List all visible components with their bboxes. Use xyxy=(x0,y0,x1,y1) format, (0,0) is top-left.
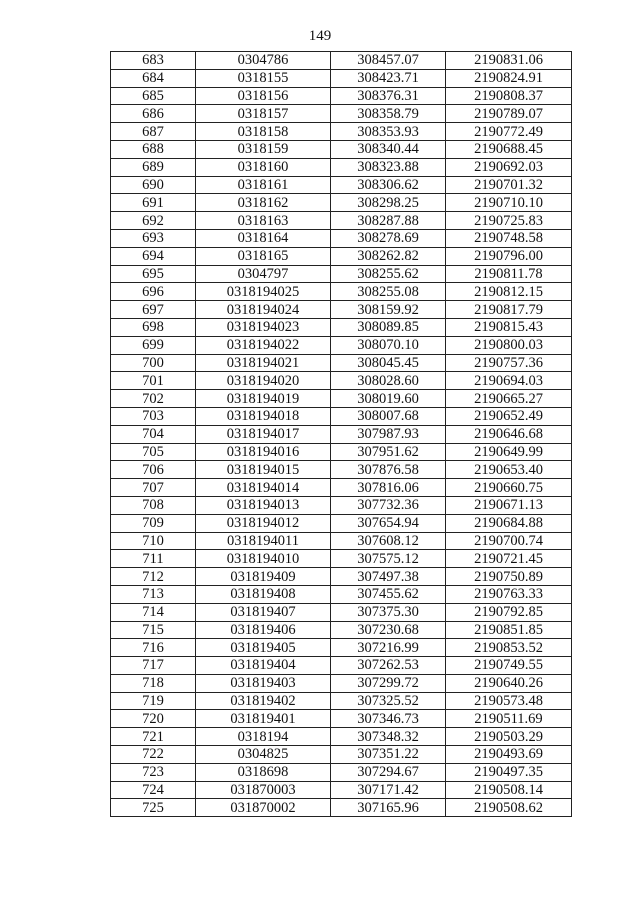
point-id-cell: 031819401 xyxy=(196,710,331,728)
x-coordinate-cell: 307455.62 xyxy=(331,585,446,603)
point-id-cell: 0318164 xyxy=(196,229,331,247)
row-index-cell: 686 xyxy=(111,105,196,123)
row-index-cell: 702 xyxy=(111,390,196,408)
point-id-cell: 0318159 xyxy=(196,140,331,158)
point-id-cell: 031819403 xyxy=(196,674,331,692)
point-id-cell: 0318158 xyxy=(196,123,331,141)
x-coordinate-cell: 308457.07 xyxy=(331,52,446,70)
point-id-cell: 0304825 xyxy=(196,746,331,764)
row-index-cell: 687 xyxy=(111,123,196,141)
x-coordinate-cell: 308007.68 xyxy=(331,407,446,425)
x-coordinate-cell: 308358.79 xyxy=(331,105,446,123)
x-coordinate-cell: 307171.42 xyxy=(331,781,446,799)
row-index-cell: 698 xyxy=(111,318,196,336)
y-coordinate-cell: 2190701.32 xyxy=(446,176,572,194)
y-coordinate-cell: 2190511.69 xyxy=(446,710,572,728)
x-coordinate-cell: 307608.12 xyxy=(331,532,446,550)
row-index-cell: 713 xyxy=(111,585,196,603)
table-row xyxy=(111,283,572,301)
table-row xyxy=(111,710,572,728)
table-row xyxy=(111,692,572,710)
point-id-cell: 031819404 xyxy=(196,657,331,675)
row-index-cell: 701 xyxy=(111,372,196,390)
row-index-cell: 725 xyxy=(111,799,196,817)
point-id-cell: 031819408 xyxy=(196,585,331,603)
row-index-cell: 699 xyxy=(111,336,196,354)
x-coordinate-cell: 307294.67 xyxy=(331,763,446,781)
y-coordinate-cell: 2190789.07 xyxy=(446,105,572,123)
x-coordinate-cell: 308306.62 xyxy=(331,176,446,194)
row-index-cell: 707 xyxy=(111,479,196,497)
y-coordinate-cell: 2190493.69 xyxy=(446,746,572,764)
table-row xyxy=(111,407,572,425)
table-row xyxy=(111,301,572,319)
y-coordinate-cell: 2190792.85 xyxy=(446,603,572,621)
point-id-cell: 0318162 xyxy=(196,194,331,212)
table-row xyxy=(111,390,572,408)
y-coordinate-cell: 2190749.55 xyxy=(446,657,572,675)
point-id-cell: 031819406 xyxy=(196,621,331,639)
table-row xyxy=(111,69,572,87)
row-index-cell: 717 xyxy=(111,657,196,675)
point-id-cell: 0318194012 xyxy=(196,514,331,532)
y-coordinate-cell: 2190721.45 xyxy=(446,550,572,568)
row-index-cell: 723 xyxy=(111,763,196,781)
row-index-cell: 689 xyxy=(111,158,196,176)
row-index-cell: 692 xyxy=(111,212,196,230)
x-coordinate-cell: 307230.68 xyxy=(331,621,446,639)
point-id-cell: 0318194018 xyxy=(196,407,331,425)
table-row xyxy=(111,123,572,141)
x-coordinate-cell: 307987.93 xyxy=(331,425,446,443)
x-coordinate-cell: 307348.32 xyxy=(331,728,446,746)
x-coordinate-cell: 308298.25 xyxy=(331,194,446,212)
x-coordinate-cell: 308353.93 xyxy=(331,123,446,141)
y-coordinate-cell: 2190763.33 xyxy=(446,585,572,603)
point-id-cell: 0318157 xyxy=(196,105,331,123)
table-row xyxy=(111,621,572,639)
table-row xyxy=(111,87,572,105)
y-coordinate-cell: 2190796.00 xyxy=(446,247,572,265)
y-coordinate-cell: 2190640.26 xyxy=(446,674,572,692)
point-id-cell: 0318194019 xyxy=(196,390,331,408)
table-row xyxy=(111,746,572,764)
point-id-cell: 031819409 xyxy=(196,568,331,586)
x-coordinate-cell: 308255.62 xyxy=(331,265,446,283)
x-coordinate-cell: 308028.60 xyxy=(331,372,446,390)
y-coordinate-cell: 2190508.62 xyxy=(446,799,572,817)
y-coordinate-cell: 2190750.89 xyxy=(446,568,572,586)
table-row xyxy=(111,603,572,621)
row-index-cell: 690 xyxy=(111,176,196,194)
row-index-cell: 693 xyxy=(111,229,196,247)
table-row xyxy=(111,105,572,123)
table-row xyxy=(111,176,572,194)
table-row xyxy=(111,318,572,336)
x-coordinate-cell: 308340.44 xyxy=(331,140,446,158)
y-coordinate-cell: 2190757.36 xyxy=(446,354,572,372)
x-coordinate-cell: 308070.10 xyxy=(331,336,446,354)
row-index-cell: 691 xyxy=(111,194,196,212)
x-coordinate-cell: 308278.69 xyxy=(331,229,446,247)
y-coordinate-cell: 2190688.45 xyxy=(446,140,572,158)
point-id-cell: 031870002 xyxy=(196,799,331,817)
point-id-cell: 0318194016 xyxy=(196,443,331,461)
row-index-cell: 719 xyxy=(111,692,196,710)
x-coordinate-cell: 307951.62 xyxy=(331,443,446,461)
x-coordinate-cell: 308019.60 xyxy=(331,390,446,408)
y-coordinate-cell: 2190853.52 xyxy=(446,639,572,657)
point-id-cell: 031819407 xyxy=(196,603,331,621)
y-coordinate-cell: 2190508.14 xyxy=(446,781,572,799)
point-id-cell: 0318194020 xyxy=(196,372,331,390)
table-row xyxy=(111,158,572,176)
x-coordinate-cell: 307816.06 xyxy=(331,479,446,497)
table-row xyxy=(111,514,572,532)
y-coordinate-cell: 2190653.40 xyxy=(446,461,572,479)
row-index-cell: 711 xyxy=(111,550,196,568)
row-index-cell: 721 xyxy=(111,728,196,746)
y-coordinate-cell: 2190824.91 xyxy=(446,69,572,87)
point-id-cell: 0318698 xyxy=(196,763,331,781)
row-index-cell: 684 xyxy=(111,69,196,87)
y-coordinate-cell: 2190700.74 xyxy=(446,532,572,550)
point-id-cell: 0318194023 xyxy=(196,318,331,336)
y-coordinate-cell: 2190800.03 xyxy=(446,336,572,354)
point-id-cell: 0318194010 xyxy=(196,550,331,568)
y-coordinate-cell: 2190652.49 xyxy=(446,407,572,425)
table-row xyxy=(111,354,572,372)
table-row xyxy=(111,229,572,247)
x-coordinate-cell: 308423.71 xyxy=(331,69,446,87)
point-id-cell: 0318194013 xyxy=(196,496,331,514)
table-row xyxy=(111,639,572,657)
table-row xyxy=(111,212,572,230)
y-coordinate-cell: 2190649.99 xyxy=(446,443,572,461)
x-coordinate-cell: 307497.38 xyxy=(331,568,446,586)
row-index-cell: 688 xyxy=(111,140,196,158)
table-row xyxy=(111,479,572,497)
table-row xyxy=(111,265,572,283)
point-id-cell: 0318194015 xyxy=(196,461,331,479)
row-index-cell: 709 xyxy=(111,514,196,532)
x-coordinate-cell: 307575.12 xyxy=(331,550,446,568)
y-coordinate-cell: 2190725.83 xyxy=(446,212,572,230)
table-row xyxy=(111,799,572,817)
x-coordinate-cell: 307299.72 xyxy=(331,674,446,692)
y-coordinate-cell: 2190573.48 xyxy=(446,692,572,710)
table-row xyxy=(111,372,572,390)
row-index-cell: 708 xyxy=(111,496,196,514)
y-coordinate-cell: 2190497.35 xyxy=(446,763,572,781)
y-coordinate-cell: 2190710.10 xyxy=(446,194,572,212)
x-coordinate-cell: 308089.85 xyxy=(331,318,446,336)
table-body xyxy=(111,52,572,817)
x-coordinate-cell: 307216.99 xyxy=(331,639,446,657)
row-index-cell: 695 xyxy=(111,265,196,283)
x-coordinate-cell: 308159.92 xyxy=(331,301,446,319)
x-coordinate-cell: 308262.82 xyxy=(331,247,446,265)
row-index-cell: 722 xyxy=(111,746,196,764)
y-coordinate-cell: 2190851.85 xyxy=(446,621,572,639)
row-index-cell: 704 xyxy=(111,425,196,443)
row-index-cell: 700 xyxy=(111,354,196,372)
point-id-cell: 031819405 xyxy=(196,639,331,657)
y-coordinate-cell: 2190692.03 xyxy=(446,158,572,176)
x-coordinate-cell: 307325.52 xyxy=(331,692,446,710)
coordinates-table xyxy=(110,51,572,817)
y-coordinate-cell: 2190817.79 xyxy=(446,301,572,319)
table-row xyxy=(111,674,572,692)
y-coordinate-cell: 2190694.03 xyxy=(446,372,572,390)
point-id-cell: 0318194021 xyxy=(196,354,331,372)
x-coordinate-cell: 307732.36 xyxy=(331,496,446,514)
row-index-cell: 697 xyxy=(111,301,196,319)
y-coordinate-cell: 2190660.75 xyxy=(446,479,572,497)
table-row xyxy=(111,585,572,603)
row-index-cell: 714 xyxy=(111,603,196,621)
row-index-cell: 720 xyxy=(111,710,196,728)
row-index-cell: 685 xyxy=(111,87,196,105)
point-id-cell: 031870003 xyxy=(196,781,331,799)
point-id-cell: 0318194 xyxy=(196,728,331,746)
row-index-cell: 694 xyxy=(111,247,196,265)
table-row xyxy=(111,140,572,158)
table-row xyxy=(111,657,572,675)
x-coordinate-cell: 307876.58 xyxy=(331,461,446,479)
row-index-cell: 696 xyxy=(111,283,196,301)
row-index-cell: 715 xyxy=(111,621,196,639)
point-id-cell: 0304786 xyxy=(196,52,331,70)
y-coordinate-cell: 2190812.15 xyxy=(446,283,572,301)
x-coordinate-cell: 308376.31 xyxy=(331,87,446,105)
y-coordinate-cell: 2190503.29 xyxy=(446,728,572,746)
x-coordinate-cell: 308323.88 xyxy=(331,158,446,176)
row-index-cell: 683 xyxy=(111,52,196,70)
x-coordinate-cell: 307165.96 xyxy=(331,799,446,817)
y-coordinate-cell: 2190831.06 xyxy=(446,52,572,70)
point-id-cell: 0318156 xyxy=(196,87,331,105)
table-row xyxy=(111,443,572,461)
x-coordinate-cell: 307262.53 xyxy=(331,657,446,675)
point-id-cell: 0318194022 xyxy=(196,336,331,354)
row-index-cell: 710 xyxy=(111,532,196,550)
table-row xyxy=(111,194,572,212)
y-coordinate-cell: 2190815.43 xyxy=(446,318,572,336)
table-row xyxy=(111,728,572,746)
point-id-cell: 031819402 xyxy=(196,692,331,710)
x-coordinate-cell: 307375.30 xyxy=(331,603,446,621)
table-row xyxy=(111,532,572,550)
x-coordinate-cell: 308045.45 xyxy=(331,354,446,372)
y-coordinate-cell: 2190684.88 xyxy=(446,514,572,532)
x-coordinate-cell: 308287.88 xyxy=(331,212,446,230)
table-row xyxy=(111,496,572,514)
row-index-cell: 705 xyxy=(111,443,196,461)
table-row xyxy=(111,461,572,479)
y-coordinate-cell: 2190808.37 xyxy=(446,87,572,105)
row-index-cell: 718 xyxy=(111,674,196,692)
table-row xyxy=(111,336,572,354)
row-index-cell: 716 xyxy=(111,639,196,657)
point-id-cell: 0318155 xyxy=(196,69,331,87)
row-index-cell: 706 xyxy=(111,461,196,479)
point-id-cell: 0318194017 xyxy=(196,425,331,443)
row-index-cell: 712 xyxy=(111,568,196,586)
table-row xyxy=(111,763,572,781)
y-coordinate-cell: 2190671.13 xyxy=(446,496,572,514)
point-id-cell: 0318194014 xyxy=(196,479,331,497)
point-id-cell: 0318194011 xyxy=(196,532,331,550)
point-id-cell: 0318163 xyxy=(196,212,331,230)
page-number: 149 xyxy=(308,28,332,44)
x-coordinate-cell: 307351.22 xyxy=(331,746,446,764)
point-id-cell: 0318194025 xyxy=(196,283,331,301)
row-index-cell: 703 xyxy=(111,407,196,425)
y-coordinate-cell: 2190772.49 xyxy=(446,123,572,141)
table-row xyxy=(111,425,572,443)
point-id-cell: 0318160 xyxy=(196,158,331,176)
table-row xyxy=(111,550,572,568)
table-row xyxy=(111,568,572,586)
table-row xyxy=(111,247,572,265)
point-id-cell: 0318165 xyxy=(196,247,331,265)
x-coordinate-cell: 308255.08 xyxy=(331,283,446,301)
point-id-cell: 0318194024 xyxy=(196,301,331,319)
y-coordinate-cell: 2190811.78 xyxy=(446,265,572,283)
x-coordinate-cell: 307654.94 xyxy=(331,514,446,532)
table-row xyxy=(111,781,572,799)
table-row xyxy=(111,52,572,70)
point-id-cell: 0304797 xyxy=(196,265,331,283)
y-coordinate-cell: 2190646.68 xyxy=(446,425,572,443)
y-coordinate-cell: 2190748.58 xyxy=(446,229,572,247)
y-coordinate-cell: 2190665.27 xyxy=(446,390,572,408)
x-coordinate-cell: 307346.73 xyxy=(331,710,446,728)
row-index-cell: 724 xyxy=(111,781,196,799)
point-id-cell: 0318161 xyxy=(196,176,331,194)
